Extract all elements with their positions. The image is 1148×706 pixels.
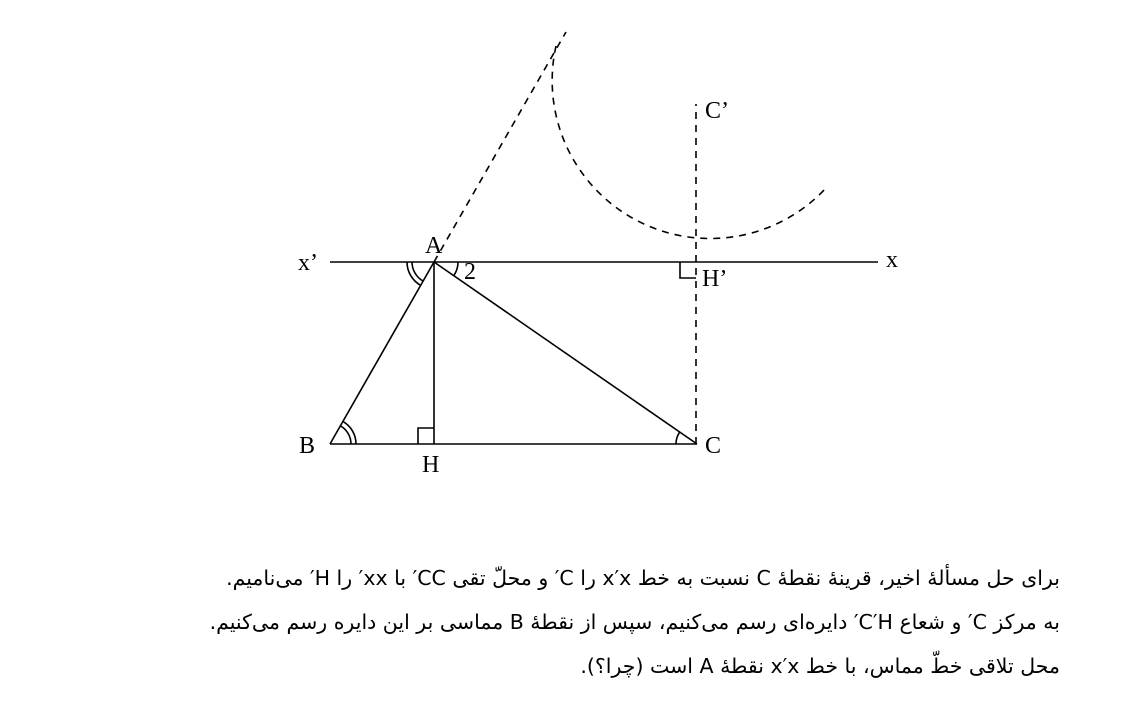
segment-AB bbox=[330, 262, 434, 444]
label-C: C bbox=[705, 433, 722, 459]
right-angle-mark-H bbox=[418, 428, 434, 444]
label-H-prime: H’ bbox=[702, 266, 728, 292]
angle-arc-B-inner bbox=[340, 426, 351, 444]
angle-arc-B-outer bbox=[343, 421, 356, 444]
label-B: B bbox=[299, 433, 316, 459]
problem-text bbox=[60, 556, 1060, 688]
label-A: A bbox=[425, 233, 443, 259]
circle-arc-dashed bbox=[552, 46, 826, 239]
right-angle-mark-H-prime bbox=[680, 262, 696, 278]
label-C-prime: C’ bbox=[705, 98, 729, 124]
text-line-1: برای حل مسألهٔ اخیر، قرینهٔ نقطهٔ C نسبت به خط x′x را C′ و محلّ تقی CC′ با xx′ را H′ می‌نامیم. bbox=[226, 566, 1060, 590]
text-line-2: به مرکز C′ و شعاع C′H′ دایره‌ای رسم می‌کنیم، سپس از نقطهٔ B مماسی بر این دایره رسم می‌کنیم. bbox=[209, 610, 1060, 634]
label-x-prime: x’ bbox=[298, 250, 318, 276]
segment-AC bbox=[434, 262, 697, 444]
tangent-extension-dashed bbox=[434, 32, 566, 262]
text-line-3: محل تلاقی خطّ مماس، با خط x′x نقطهٔ A است (چرا؟). bbox=[580, 654, 1060, 678]
angle-arc-A-2 bbox=[454, 262, 458, 276]
angle-arc-A-inner bbox=[412, 262, 423, 281]
angle-arc-C bbox=[676, 432, 680, 444]
label-x: x bbox=[886, 247, 898, 273]
label-H: H bbox=[422, 452, 440, 478]
angle-arc-A-outer bbox=[407, 262, 421, 286]
label-angle-2: 2 bbox=[464, 259, 476, 285]
